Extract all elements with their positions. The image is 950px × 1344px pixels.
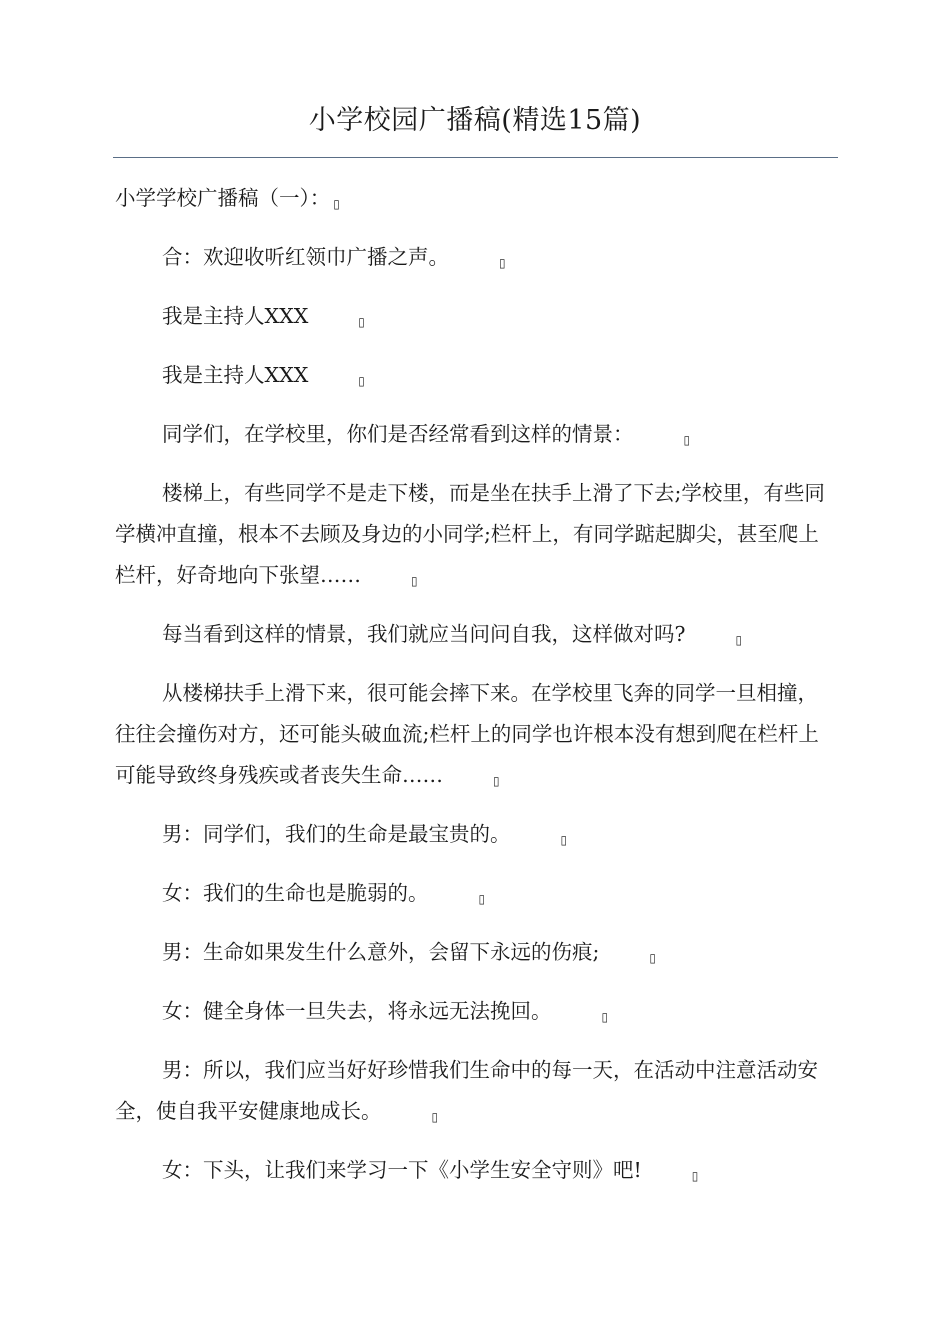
paragraph-text: 女：我们的生命也是脆弱的。 (162, 881, 429, 905)
paragraph-text: 小学学校广播稿（一）： (115, 186, 331, 210)
paragraph-12 (115, 1050, 835, 1132)
title-divider (113, 157, 838, 158)
paragraph-text: 我是主持人XXX (162, 304, 309, 328)
paragraph-mark-icon: ▯ (683, 433, 691, 447)
paragraph-mark-icon: ▯ (358, 374, 365, 388)
paragraph-6 (115, 614, 835, 655)
paragraph-mark-icon: ▯ (735, 633, 743, 647)
paragraph-mark-icon: ▯ (493, 774, 500, 788)
paragraph-mark-icon: ▯ (560, 833, 568, 847)
paragraph-7 (115, 673, 835, 796)
paragraph-text: 同学们，在学校里，你们是否经常看到这样的情景： (162, 422, 634, 446)
paragraph-1 (115, 237, 835, 278)
paragraph-0 (115, 178, 835, 219)
paragraph-4 (115, 414, 835, 455)
paragraph-3 (115, 355, 835, 396)
paragraph-text: 女：健全身体一旦失去，将永远无法挽回。 (162, 999, 552, 1023)
document-body (115, 178, 835, 1209)
paragraph-8 (115, 814, 835, 855)
paragraph-text: 男：同学们，我们的生命是最宝贵的。 (162, 822, 511, 846)
paragraph-mark-icon: ▯ (431, 1110, 439, 1124)
document-title: 小学校园广播稿(精选15篇) (308, 105, 642, 136)
paragraph-mark-icon: ▯ (649, 951, 657, 965)
paragraph-5 (115, 473, 835, 596)
paragraph-mark-icon: ▯ (333, 197, 340, 211)
paragraph-text: 楼梯上，有些同学不是走下楼，而是坐在扶手上滑了下去;学校里，有些同学横冲直撞，根本不去顾及身边的小同学;栏杆上，有同学踮起脚尖，甚至爬上栏杆，好奇地向下张望…… (115, 481, 825, 587)
paragraph-10 (115, 932, 835, 973)
paragraph-text: 合：欢迎收听红领巾广播之声。 (162, 245, 449, 269)
paragraph-text: 男：生命如果发生什么意外，会留下永远的伤痕; (162, 940, 600, 964)
paragraph-mark-icon: ▯ (478, 892, 486, 906)
paragraph-text: 女：下头，让我们来学习一下《小学生安全守则》吧! (162, 1158, 642, 1182)
paragraph-mark-icon: ▯ (499, 256, 506, 270)
paragraph-text: 每当看到这样的情景，我们就应当问问自我，这样做对吗? (162, 622, 686, 646)
paragraph-2 (115, 296, 835, 337)
paragraph-text: 从楼梯扶手上滑下来，很可能会摔下来。在学校里飞奔的同学一旦相撞，往往会撞伤对方，还可能头破血流;栏杆上的同学也许根本没有想到爬在栏杆上可能导致终身残疾或者丧失生命…… (115, 681, 819, 787)
paragraph-mark-icon: ▯ (601, 1010, 609, 1024)
paragraph-9 (115, 873, 835, 914)
paragraph-mark-icon: ▯ (411, 574, 418, 588)
paragraph-13 (115, 1150, 835, 1191)
paragraph-mark-icon: ▯ (358, 315, 365, 329)
paragraph-mark-icon: ▯ (691, 1169, 699, 1183)
paragraph-text: 男：所以，我们应当好好珍惜我们生命中的每一天，在活动中注意活动安全，使自我平安健康地成长。 (115, 1058, 818, 1123)
paragraph-text: 我是主持人XXX (162, 363, 309, 387)
paragraph-11 (115, 991, 835, 1032)
